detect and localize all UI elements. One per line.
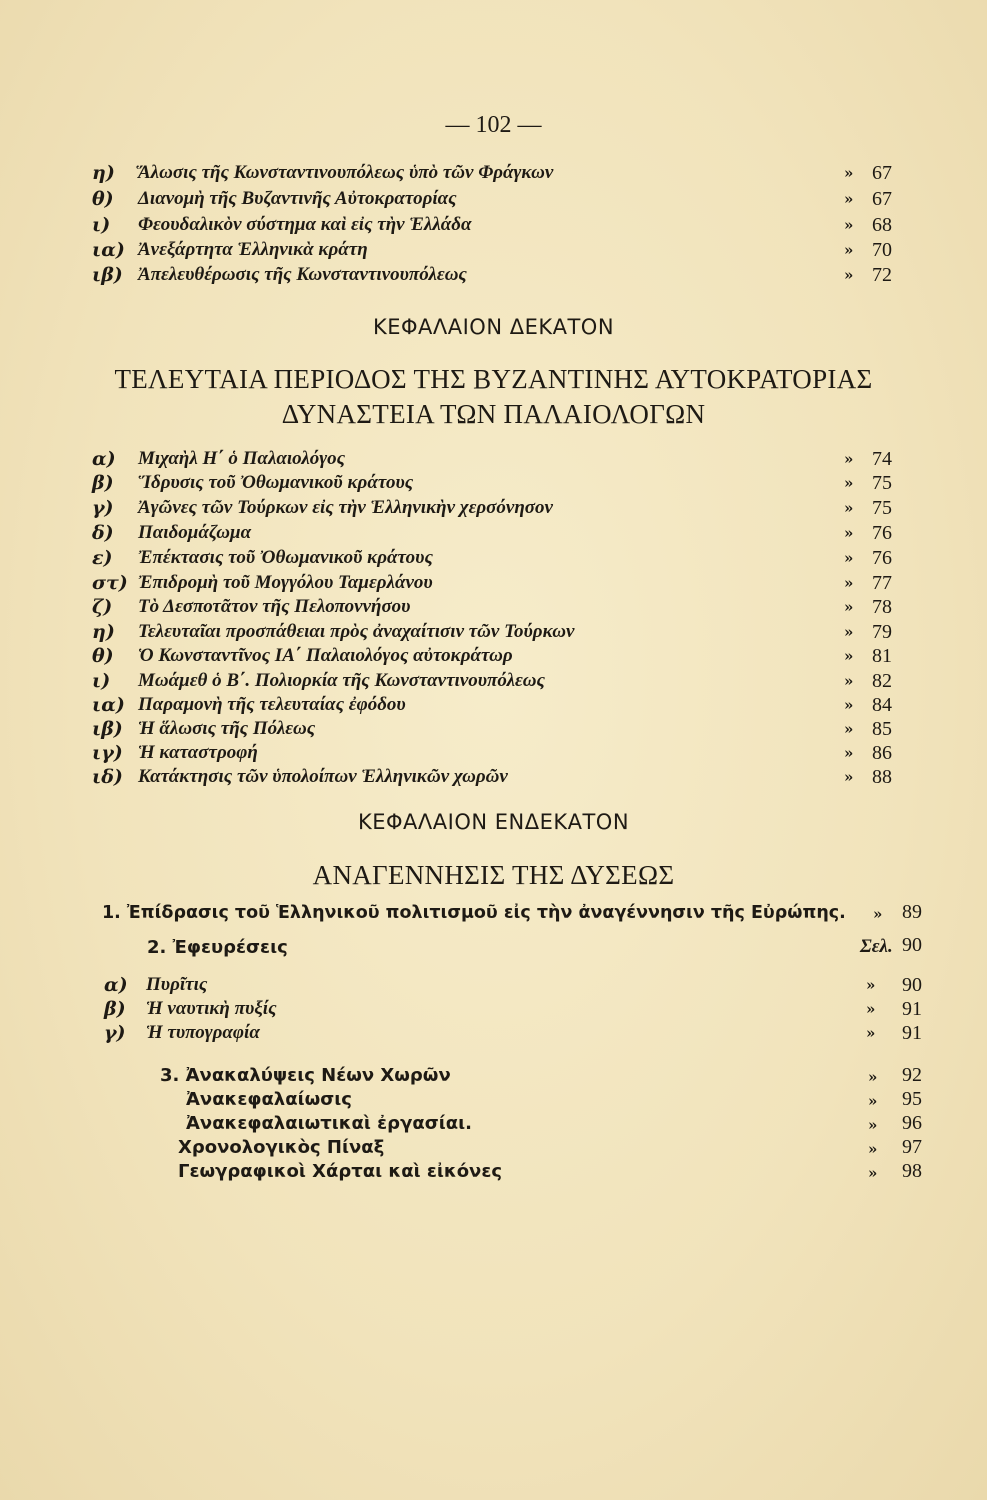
section-item: 3. Ἀνακαλύψεις Νέων Χωρῶν <box>160 1065 451 1086</box>
ditto-mark: » <box>844 696 854 714</box>
page-ref: 76 <box>872 547 892 569</box>
toc-row <box>92 545 912 571</box>
section-item: Χρονολογικὸς Πίναξ <box>178 1137 385 1158</box>
page-ref: 70 <box>872 239 892 261</box>
ditto-mark: » <box>868 1164 878 1182</box>
item-title: Ἅλωσις τῆς Κωνσταντινουπόλεως ὑπὸ τῶν Φράγκων <box>138 162 554 183</box>
chapter-title: ΑΝΑΓΕΝΝΗΣΙΣ ΤΗΣ ΔΥΣΕΩΣ <box>312 860 675 890</box>
page-ref: 75 <box>872 472 892 494</box>
page-ref: 84 <box>872 694 892 716</box>
page-ref: 79 <box>872 621 892 643</box>
section-item: Ἀνακεφαλαιωτικαὶ ἐργασίαι. <box>186 1113 472 1134</box>
section-item: Ἀνακεφαλαίωσις <box>186 1089 352 1110</box>
item-letter: ι) <box>92 214 111 236</box>
item-title: Ἐπιδρομὴ τοῦ Μογγόλου Ταμερλάνου <box>138 572 433 593</box>
chapter-label: ΚΕΦΑΛΑΙΟΝ ΕΝΔΕΚΑΤΟΝ <box>357 810 630 834</box>
item-title: Μωάμεθ ὁ Β΄. Πολιορκία τῆς Κωνσταντινουπόλεως <box>138 670 546 691</box>
ditto-mark: » <box>844 720 854 738</box>
item-title: Ἀπελευθέρωσις τῆς Κωνσταντινουπόλεως <box>138 264 467 285</box>
ditto-mark: » <box>844 574 854 592</box>
page-ref: 68 <box>872 214 892 236</box>
item-title: Ἵδρυσις τοῦ Ὀθωμανικοῦ κράτους <box>138 472 414 493</box>
page-ref: 77 <box>872 572 892 594</box>
page-ref: 90 <box>902 934 922 956</box>
ditto-mark: » <box>866 1024 876 1042</box>
ditto-mark: » <box>844 647 854 665</box>
ditto-mark: » <box>844 598 854 616</box>
ditto-mark: » <box>844 216 854 234</box>
toc-row <box>104 1020 924 1046</box>
item-title: Ἡ τυπογραφία <box>146 1022 260 1043</box>
item-title: Ὁ Κωνσταντῖνος ΙΑ΄ Παλαιολόγος αὐτοκράτωρ <box>138 645 513 666</box>
item-letter: η) <box>92 162 115 184</box>
page-number: — 102 — <box>445 112 542 138</box>
toc-row <box>92 643 912 669</box>
item-letter: ια) <box>92 694 125 716</box>
toc-row <box>92 262 912 288</box>
item-title: Τελευταῖαι προσπάθειαι πρὸς ἀναχαίτισιν τῶν Τούρκων <box>138 621 575 642</box>
toc-row <box>92 716 912 742</box>
section-item: Γεωγραφικοὶ Χάρται καὶ εἰκόνες <box>178 1161 503 1182</box>
item-title: Πυρῖτις <box>146 974 208 995</box>
page-ref: 81 <box>872 645 892 667</box>
item-letter: θ) <box>92 188 114 210</box>
item-title: Παιδομάζωμα <box>138 522 252 543</box>
item-title: Τὸ Δεσποτᾶτον τῆς Πελοποννήσου <box>138 596 411 617</box>
toc-row <box>92 668 912 694</box>
item-title: Διανομὴ τῆς Βυζαντινῆς Αὐτοκρατορίας <box>138 188 457 209</box>
item-letter: θ) <box>92 645 114 667</box>
ditto-mark: » <box>866 1000 876 1018</box>
ditto-mark: » <box>844 190 854 208</box>
item-letter: ε) <box>92 547 113 569</box>
item-letter: α) <box>92 448 116 470</box>
page-ref: 92 <box>902 1064 922 1086</box>
page-ref: 89 <box>902 901 922 923</box>
item-title: Φεουδαλικὸν σύστημα καὶ εἰς τὴν Ἑλλάδα <box>138 214 472 235</box>
ditto-mark: » <box>844 266 854 284</box>
toc-row <box>92 619 912 645</box>
page-ref: 96 <box>902 1112 922 1134</box>
item-title: Ἀγῶνες τῶν Τούρκων εἰς τὴν Ἑλληνικὴν χερσόνησον <box>138 497 553 518</box>
item-letter: ζ) <box>92 596 113 618</box>
ditto-mark: » <box>844 450 854 468</box>
ditto-mark: » <box>866 976 876 994</box>
ditto-mark: » <box>868 1116 878 1134</box>
item-title: Μιχαὴλ Η΄ ὁ Παλαιολόγος <box>138 448 346 469</box>
page-ref: 75 <box>872 497 892 519</box>
page-ref: 67 <box>872 188 892 210</box>
page-ref: 91 <box>902 998 922 1020</box>
ditto-mark: » <box>844 672 854 690</box>
ditto-mark: » <box>844 549 854 567</box>
page-ref: 86 <box>872 742 892 764</box>
ditto-mark: » <box>868 1092 878 1110</box>
page-ref: 97 <box>902 1136 922 1158</box>
ditto-mark: » <box>868 1140 878 1158</box>
page-ref: 82 <box>872 670 892 692</box>
page-ref: 85 <box>872 718 892 740</box>
item-letter: η) <box>92 621 115 643</box>
ditto-mark: » <box>844 164 854 182</box>
item-letter: α) <box>104 974 128 996</box>
toc-row <box>92 764 912 790</box>
toc-row <box>92 160 912 186</box>
chapter-title: ΤΕΛΕΥΤΑΙΑ ΠΕΡΙΟΔΟΣ ΤΗΣ ΒΥΖΑΝΤΙΝΗΣ ΑΥΤΟΚΡΑΤΟΡΙΑΣ <box>114 364 873 394</box>
item-title: Ἀνεξάρτητα Ἑλληνικὰ κράτη <box>138 239 368 260</box>
toc-row <box>104 972 924 998</box>
toc-row <box>92 237 912 263</box>
page-ref: 90 <box>902 974 922 996</box>
toc-row <box>92 692 912 718</box>
page-ref: 72 <box>872 264 892 286</box>
item-letter: β) <box>104 998 126 1020</box>
ditto-mark: » <box>844 768 854 786</box>
item-letter: δ) <box>92 522 114 544</box>
page-ref: 67 <box>872 162 892 184</box>
toc-row <box>92 186 912 212</box>
item-letter: γ) <box>92 497 114 519</box>
item-letter: ιβ) <box>92 264 123 286</box>
toc-row <box>104 996 924 1022</box>
toc-row <box>92 212 912 238</box>
item-letter: ιδ) <box>92 766 123 788</box>
ditto-mark: » <box>873 905 883 923</box>
chapter-label: ΚΕΦΑΛΑΙΟΝ ΔΕΚΑΤΟΝ <box>372 315 615 339</box>
item-title: Ἡ καταστροφή <box>138 742 258 763</box>
item-letter: ιγ) <box>92 742 123 764</box>
page-ref: 91 <box>902 1022 922 1044</box>
page-ref: 95 <box>902 1088 922 1110</box>
ditto-mark: » <box>844 474 854 492</box>
ditto-mark: » <box>844 241 854 259</box>
page-ref: 88 <box>872 766 892 788</box>
page-label: Σελ. <box>860 936 893 957</box>
item-title: Κατάκτησις τῶν ὑπολοίπων Ἑλληνικῶν χωρῶν <box>138 766 508 787</box>
ditto-mark: » <box>844 623 854 641</box>
page-ref: 98 <box>902 1160 922 1182</box>
item-letter: ιβ) <box>92 718 123 740</box>
page-ref: 76 <box>872 522 892 544</box>
item-letter: γ) <box>104 1022 126 1044</box>
toc-row <box>92 594 912 620</box>
item-letter: β) <box>92 472 114 494</box>
item-letter: στ) <box>92 572 128 594</box>
ditto-mark: » <box>868 1068 878 1086</box>
section-item: 1. Ἐπίδρασις τοῦ Ἑλληνικοῦ πολιτισμοῦ εἰς τὴν ἀναγέννησιν τῆς Εὐρώπης. <box>102 903 846 923</box>
section-item: 2. Ἐφευρέσεις <box>147 937 288 958</box>
chapter-subtitle: ΔΥΝΑΣΤΕΙΑ ΤΩΝ ΠΑΛΑΙΟΛΟΓΩΝ <box>281 399 706 429</box>
toc-row <box>92 446 912 472</box>
item-title: Ἡ ἅλωσις τῆς Πόλεως <box>138 718 316 739</box>
item-title: Ἡ ναυτικὴ πυξίς <box>146 998 277 1019</box>
item-title: Ἐπέκτασις τοῦ Ὀθωμανικοῦ κράτους <box>138 547 433 568</box>
toc-row <box>92 495 912 521</box>
toc-row <box>92 470 912 496</box>
toc-row <box>92 520 912 546</box>
ditto-mark: » <box>844 744 854 762</box>
item-letter: ια) <box>92 239 125 261</box>
toc-row <box>92 570 912 596</box>
item-letter: ι) <box>92 670 111 692</box>
page-ref: 74 <box>872 448 892 470</box>
page-ref: 78 <box>872 596 892 618</box>
ditto-mark: » <box>844 499 854 517</box>
ditto-mark: » <box>844 524 854 542</box>
toc-row <box>92 740 912 766</box>
item-title: Παραμονὴ τῆς τελευταίας ἐφόδου <box>138 694 406 715</box>
